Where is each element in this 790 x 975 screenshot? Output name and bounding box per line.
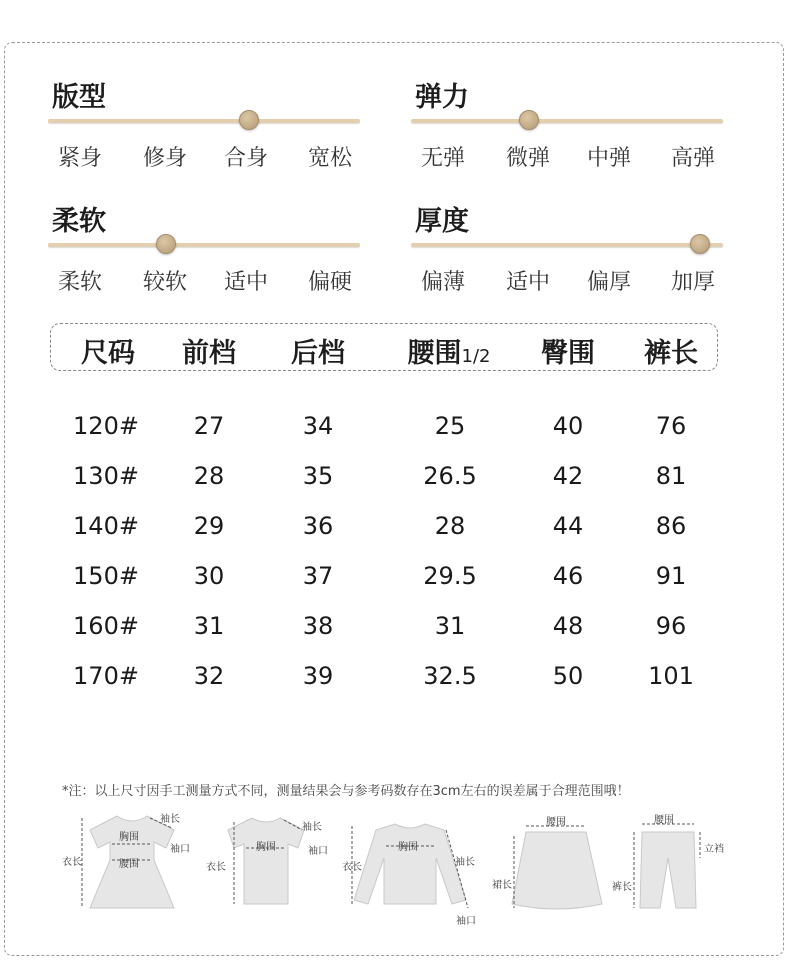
attr-elasticity <box>411 75 723 185</box>
attr-knob <box>519 110 539 130</box>
table-cell: 28 <box>193 462 225 490</box>
pants-diagram <box>610 808 735 923</box>
table-cell: 130# <box>73 462 139 490</box>
table-cell: 101 <box>648 662 694 690</box>
label-cuff: 袖口 <box>170 844 190 855</box>
table-cell: 44 <box>552 512 584 540</box>
table-cell: 29.5 <box>423 562 477 590</box>
label-sleeve-length: 袖长 <box>302 822 322 833</box>
table-cell: 26.5 <box>423 462 477 490</box>
label-chest: 胸围 <box>398 842 418 853</box>
attr-level: 适中 <box>505 270 550 295</box>
table-cell: 30 <box>193 562 225 590</box>
header-waist-suffix: 1/2 <box>461 346 491 367</box>
attr-level: 加厚 <box>670 270 715 295</box>
table-cell: 38 <box>302 612 334 640</box>
header-size: 尺码 <box>81 338 135 369</box>
header-hip: 臀围 <box>541 338 595 369</box>
label-cuff: 袖口 <box>456 916 476 927</box>
attr-level: 较软 <box>142 270 187 295</box>
table-cell: 96 <box>655 612 687 640</box>
attr-fit <box>48 75 360 185</box>
table-cell: 32 <box>193 662 225 690</box>
attr-track <box>411 243 723 247</box>
label-sleeve-length: 袖长 <box>160 814 180 825</box>
attr-track <box>411 119 723 123</box>
attr-level: 适中 <box>223 270 268 295</box>
attr-title: 柔软 <box>52 206 106 237</box>
attr-level: 修身 <box>142 146 187 171</box>
table-cell: 120# <box>73 412 139 440</box>
label-length: 裙长 <box>492 880 512 891</box>
attr-level: 柔软 <box>57 270 102 295</box>
header-back-rise: 后档 <box>291 338 345 369</box>
sweater-diagram <box>340 808 490 928</box>
table-cell: 28 <box>434 512 466 540</box>
table-cell: 32.5 <box>423 662 477 690</box>
attr-title: 版型 <box>52 82 106 113</box>
attr-title: 弹力 <box>415 82 469 113</box>
attr-knob <box>156 234 176 254</box>
attr-knob <box>239 110 259 130</box>
header-waist <box>408 331 491 370</box>
label-cuff: 袖口 <box>308 846 328 857</box>
header-front-rise: 前档 <box>182 338 236 369</box>
label-length: 衣长 <box>342 862 362 873</box>
table-cell: 81 <box>655 462 687 490</box>
label-length: 衣长 <box>206 862 226 873</box>
attr-title: 厚度 <box>415 206 469 237</box>
table-cell: 140# <box>73 512 139 540</box>
table-cell: 36 <box>302 512 334 540</box>
table-cell: 50 <box>552 662 584 690</box>
table-cell: 40 <box>552 412 584 440</box>
table-cell: 35 <box>302 462 334 490</box>
table-cell: 37 <box>302 562 334 590</box>
table-cell: 46 <box>552 562 584 590</box>
attr-track <box>48 243 360 247</box>
attr-level: 偏硬 <box>307 270 352 295</box>
table-cell: 86 <box>655 512 687 540</box>
table-cell: 25 <box>434 412 466 440</box>
table-cell: 34 <box>302 412 334 440</box>
attr-level: 无弹 <box>420 146 465 171</box>
label-sleeve-length: 袖长 <box>455 857 475 868</box>
dress-diagram <box>62 808 202 923</box>
header-pants-length: 裤长 <box>644 338 698 369</box>
table-cell: 150# <box>73 562 139 590</box>
table-cell: 76 <box>655 412 687 440</box>
label-chest: 胸围 <box>119 832 139 843</box>
table-cell: 42 <box>552 462 584 490</box>
label-waist: 腰围 <box>119 859 139 870</box>
table-cell: 160# <box>73 612 139 640</box>
attr-level: 偏厚 <box>586 270 631 295</box>
attr-level: 偏薄 <box>420 270 465 295</box>
attr-level: 高弹 <box>670 146 715 171</box>
table-cell: 31 <box>193 612 225 640</box>
label-waist: 腰围 <box>546 817 566 828</box>
attr-level: 宽松 <box>307 146 352 171</box>
sweater-icon <box>340 808 490 928</box>
attr-level: 微弹 <box>505 146 550 171</box>
attr-level: 中弹 <box>586 146 631 171</box>
attr-track <box>48 119 360 123</box>
table-cell: 39 <box>302 662 334 690</box>
table-cell: 29 <box>193 512 225 540</box>
table-cell: 48 <box>552 612 584 640</box>
attr-level: 合身 <box>223 146 268 171</box>
skirt-diagram <box>490 808 610 923</box>
table-header-box <box>50 323 718 371</box>
tshirt-diagram <box>204 808 334 923</box>
label-waist: 腰围 <box>654 815 674 826</box>
label-length: 衣长 <box>62 857 82 868</box>
table-cell: 91 <box>655 562 687 590</box>
attr-knob <box>690 234 710 254</box>
label-length: 裤长 <box>612 882 632 893</box>
attr-softness <box>48 199 360 309</box>
label-rise: 立裆 <box>704 844 724 855</box>
table-cell: 31 <box>434 612 466 640</box>
attr-thickness <box>411 199 723 309</box>
label-chest: 胸围 <box>256 842 276 853</box>
header-waist-label: 腰围 <box>407 338 462 369</box>
measurement-note: *注：以上尺寸因手工测量方式不同，测量结果会与参考码数存在3cm左右的误差属于合理范围哦！ <box>62 784 630 799</box>
table-cell: 170# <box>73 662 139 690</box>
attr-level: 紧身 <box>57 146 102 171</box>
table-cell: 27 <box>193 412 225 440</box>
